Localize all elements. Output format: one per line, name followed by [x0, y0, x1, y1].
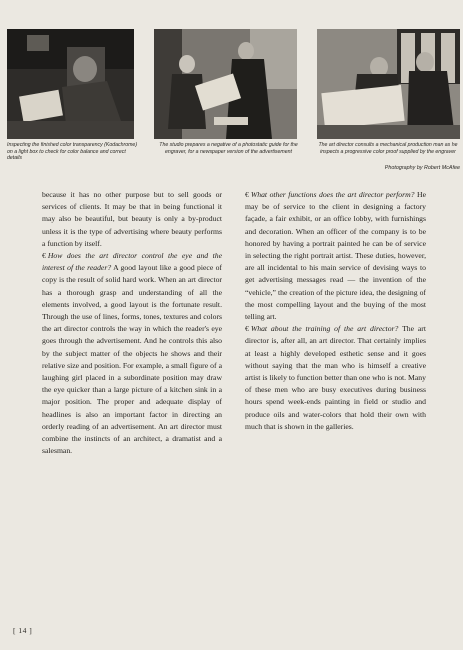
photo-proof-image [317, 29, 460, 139]
paragraph-mark: € [245, 324, 249, 334]
answer-text: He may be of service to the client in designing a factory façade, a fair exhibit, or an office lobby, with furnishings and decoration. When an officer of the company is to be honored by having a portrait painted he can be of service in selecting the right portrait artist. These duties, however, are all incidental to his main service of devising ways to get advertising messages read — the invention of the “vehicle,” the creation of the picture idea, the designing of the most compelling layout and the buying of the most telling art. [245, 190, 426, 322]
photo-studio-image [154, 29, 297, 139]
answer-text: A good layout like a good piece of copy is the result of solid hard work. When an art director has a thorough grasp and understanding of all the elements involved, a good layout is the fortunate result. Through the use of lines, forms, tones, textures and colors the art director controls the way in which the reader's eye goes through the advertisement. And he controls this also by the subject matter of the objects he shows and their relative size and position. For example, a small figure of a laughing girl placed in a subordinate position may draw the eye quicker than a large picture of a kitchen sink in a major position. The proper and adequate display of headlines is also an important factor in directing an orderly reading of an advertisement. An art director must combine the instincts of an architect, a dramatist and a salesman. [42, 263, 222, 456]
page-number: [ 14 ] [13, 626, 33, 635]
answer-text: The art director is, after all, an art director. That certainly implies at least a highly developed esthetic sense and it goes without saying that the man who is himself a creative artist is likely to function better than one who is not. Many of these men who are busy executives during business hours spend week-ends painting in field or studio and produce oils and water-colors that hold their own with much that is shown in the galleries. [245, 324, 426, 431]
right-text-column [245, 189, 426, 433]
photo-light-box-image [7, 29, 134, 139]
photo-credit: Photography by Robert McAfee [384, 165, 460, 171]
question-text: How does the art director control the eye and the interest of the reader? [42, 251, 222, 273]
paragraph-question [245, 189, 426, 323]
paragraph-question [42, 250, 222, 457]
photo-progressive-proof [317, 29, 460, 139]
photo-caption-2: The studio prepares a negative of a photostatic guide for the engraver, for a newspaper version of the advertisement [159, 142, 298, 155]
question-text: What about the training of the art director? [250, 324, 399, 334]
paragraph: because it has no other purpose but to sell goods or services of clients. It may be that in being functional it may also be beautiful, but beauty is only a by-product unless it is the type of advertising where beauty performs a function by itself. [42, 190, 222, 248]
question-text: What other functions does the art director perform? [250, 190, 415, 199]
photo-caption-1: Inspecting the finished color transparency (Kodachrome) on a light box to check for color balance and correct details [7, 142, 138, 162]
paragraph-mark: € [245, 190, 249, 199]
photo-caption-3: The art director consults a mechanical production man as he inspects a progressive color proof supplied by the engraver [318, 142, 458, 155]
paragraph-question [245, 323, 426, 433]
left-text-column [42, 189, 222, 457]
photo-light-box-inspection [7, 29, 134, 139]
paragraph-mark: € [42, 251, 46, 261]
photo-studio-negative [154, 29, 297, 139]
